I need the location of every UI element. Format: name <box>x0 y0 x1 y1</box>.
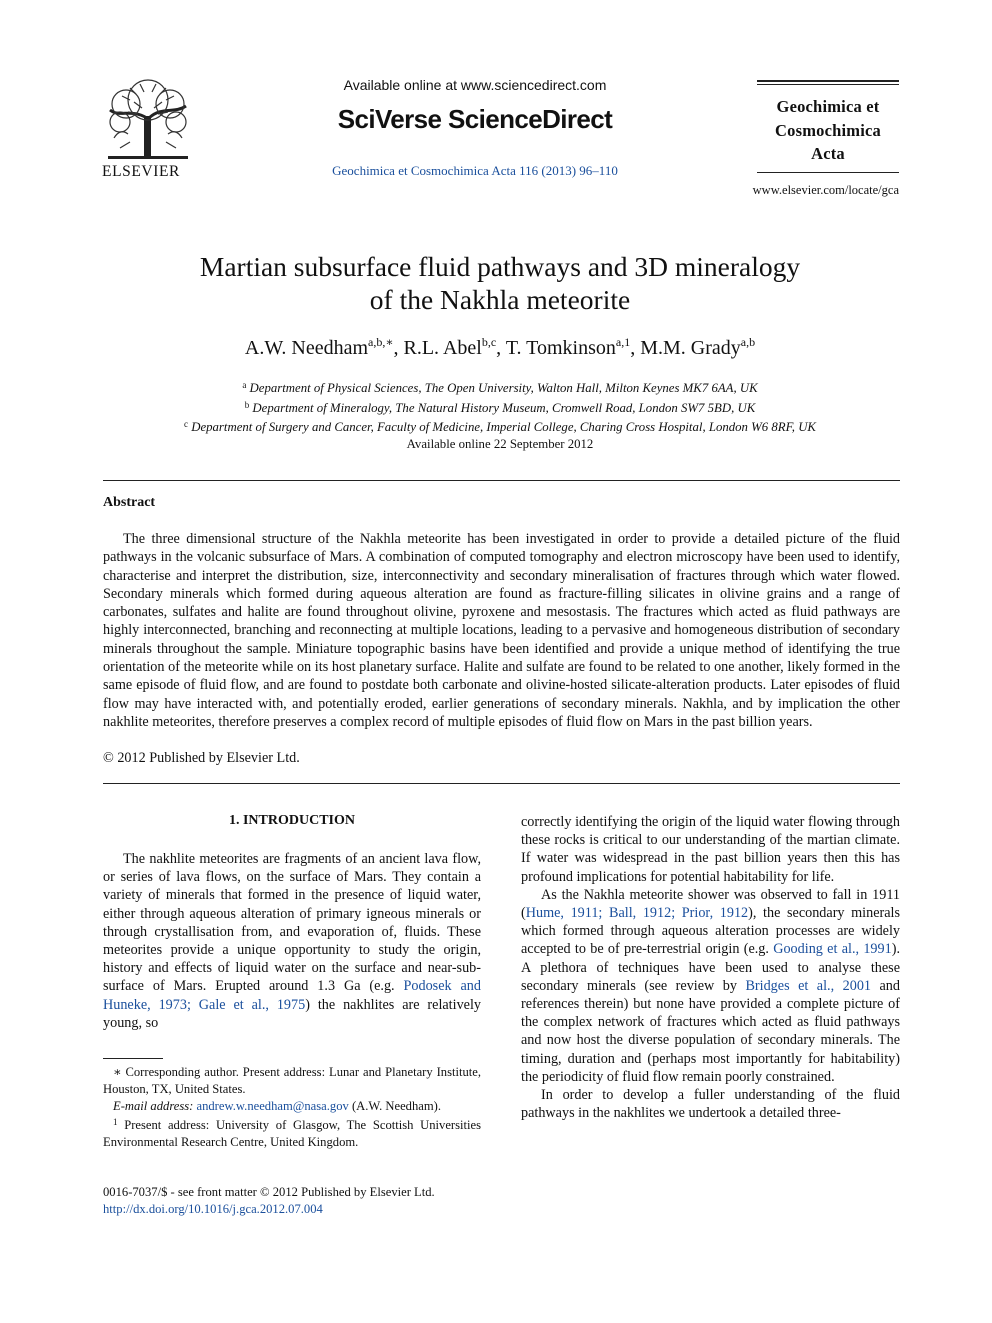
footnote-corresponding: ∗ Corresponding author. Present address: Lunar and Planetary Institute, Houston, TX, United States. <box>103 1065 481 1096</box>
affiliation: $^b$ Department of Mineralogy, The Natural History Museum, Cromwell Road, London SW7 5BD, UK <box>244 399 756 415</box>
right-column <box>521 813 900 1122</box>
author: M.M. Grady$^{a,b}$ <box>640 335 756 359</box>
available-date: Available online 22 September 2012 <box>406 436 594 451</box>
available-online[interactable]: Available online at www.sciencedirect.com <box>343 77 607 93</box>
abstract-copyright: © 2012 Published by Elsevier Ltd. <box>103 750 300 766</box>
journal-url[interactable]: www.elsevier.com/locate/gca <box>752 183 899 197</box>
author: R.L. Abel$^{b,c}$, <box>403 335 506 359</box>
rule <box>757 80 899 82</box>
journal-title-box <box>757 80 899 173</box>
left-column <box>103 850 481 1032</box>
affiliation: $^a$ Department of Physical Sciences, The Open University, Walton Hall, Milton Keynes MK7 6AA, UK <box>242 380 758 395</box>
paragraph: The nakhlite meteorites are fragments of an ancient lava flow, or series of lava flows, on the surface of Mars. They contain a variety of minerals that formed in the presence of liquid water, either through aqueous alteration of primary igneous minerals or through crystallisation from, and evaporation of, fluids. These meteorites provide a unique opportunity to study the origin, history and effects of liquid water on the surface and near-sub-surface of Mars. Erupted around 1.3 Ga (e.g. Podosek and Huneke, 1973; Gale et al., 1975) the nakhlites are relatively young, so <box>103 851 481 1031</box>
journal-name-line: Cosmochimica <box>775 120 881 140</box>
footnote-rule <box>103 1058 163 1059</box>
email-link[interactable]: andrew.w.needham@nasa.gov <box>196 1098 349 1113</box>
front-matter <box>103 1184 435 1218</box>
issn-line: 0016-7037/$ - see front matter © 2012 Published by Elsevier Ltd. <box>103 1185 435 1199</box>
doi-link[interactable]: http://dx.doi.org/10.1016/j.gca.2012.07.004 <box>103 1202 323 1216</box>
footnote-1: $^1$ Present address: University of Glasgow, The Scottish Universities Environmental Research Centre, United Kingdom. <box>103 1117 481 1150</box>
author: A.W. Needham$^{a,b,∗}$, <box>244 335 404 359</box>
journal-name-line: Acta <box>811 144 845 163</box>
affiliations <box>100 377 900 452</box>
paragraph: As the Nakhla meteorite shower was observed to fall in 1911 (Hume, 1911; Ball, 1912; Prior, 1912), the secondary minerals which formed through aqueous alteration processes are widely accepted to be of pre-terrestrial origin (e.g. Gooding et al., 1991). A plethora of techniques have been used to analyse these secondary minerals (see review by Bridges et al., 2001 and references therein) but none have provided a complete picture of the complex network of fractures which acted as fluid pathways and now host the diverse population of secondary minerals. The timing, duration and (perhaps most importantly for habitability) the periodicity of fluid flow remain poorly constrained. <box>521 886 901 1085</box>
citation-link[interactable]: Bridges et al., 2001 <box>745 977 872 994</box>
affiliation: $^c$ Department of Surgery and Cancer, Faculty of Medicine, Imperial College, Charing Cross Hospital, London W6 8RF, UK <box>184 419 816 434</box>
author-list <box>100 335 900 360</box>
citation-link[interactable]: Gooding et al., 1991 <box>773 941 892 958</box>
citation-link[interactable]: Podosek and Huneke, 1973; Gale et al., 1975 <box>103 978 481 1013</box>
divider <box>103 783 900 784</box>
abstract-heading: Abstract <box>103 495 156 510</box>
title-line: Martian subsurface fluid pathways and 3D mineralogy <box>199 251 801 282</box>
journal-name-line: Geochimica et <box>776 97 880 116</box>
journal-name <box>757 95 899 166</box>
article-title <box>100 250 900 316</box>
title-line: of the Nakhla meteorite <box>369 284 631 315</box>
paragraph: correctly identifying the origin of the liquid water flowing through these rocks is critical to our understanding of the martian climate. If water was widespread in the past billion years then this has profound implications for potential habitability for life. <box>521 814 900 885</box>
publisher-name: ELSEVIER <box>102 163 180 180</box>
divider <box>103 480 900 481</box>
author: T. Tomkinson$^{a,1}$, <box>505 335 641 359</box>
platform-name: SciVerse ScienceDirect <box>337 104 613 134</box>
rule <box>757 172 899 173</box>
journal-citation[interactable]: Geochimica et Cosmochimica Acta 116 (2013) 96–110 <box>332 163 618 178</box>
abstract-text: The three dimensional structure of the Nakhla meteorite has been investigated in order to provide a detailed picture of the fluid pathways in the volcanic subsurface of Mars. A combination of computed tomography and electron microscopy have been used to identify, characterise and interpret the distribution, size, interconnectivity and secondary mineralisation of fractures through which water flowed. Secondary minerals which formed during aqueous alteration are found as fracture-filling silicates in olivine grains and a range of carbonates, sulfates and halite are found throughout olivine, pyroxene and mesostasis. The fractures which acted as fluid pathways are highly interconnected, branching and reconnecting at multiple locations, leading to a pervasive and homogeneous distribution of secondary minerals throughout the sample. Miniature topographic basins have been identified and provide a unique method of identifying the true orientation of the meteorite while on its host planetary surface. Halite and sulfate are found to be related to one another, likely formed in the same episode of fluid flow, and are found to postdate both carbonate and olivine-hosted silicate-alteration products. Later episodes of fluid flow may have interacted with, and potentially eroded, earlier generations of secondary minerals. Nakhla, and by implication the other nakhlite meteorites, therefore preserves a complex record of multiple episodes of fluid flow on Mars in the past billion years. <box>103 531 900 730</box>
rule <box>757 84 899 85</box>
footnote-email: E-mail address: andrew.w.needham@nasa.gov (A.W. Needham). <box>113 1098 442 1113</box>
citation-link[interactable]: Hume, 1911; Ball, 1912; Prior, 1912 <box>525 905 749 922</box>
section-heading: 1. INTRODUCTION <box>228 813 355 828</box>
paragraph: In order to develop a fuller understanding of the fluid pathways in the nakhlites we undertook a detailed three- <box>521 1087 900 1122</box>
footnotes <box>103 1064 481 1151</box>
